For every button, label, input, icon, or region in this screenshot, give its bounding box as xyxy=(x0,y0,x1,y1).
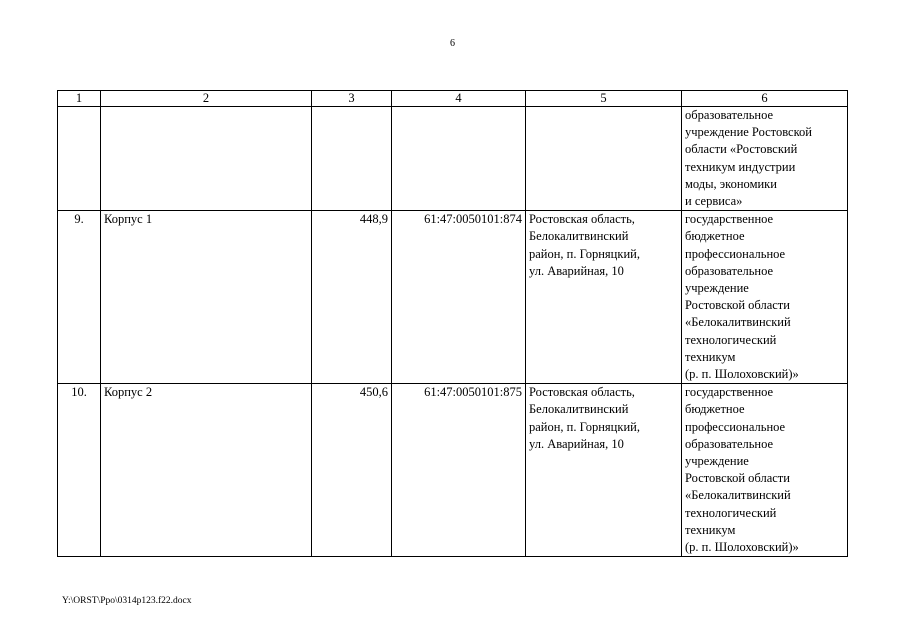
column-header-3: 3 xyxy=(312,91,392,107)
table-row xyxy=(58,211,848,384)
cell-holder: государственное бюджетное профессиональное образовательное учреждение Ростовской области «Белокалитвинский технологический техникум (р. п. Шолоховский)» xyxy=(682,211,848,384)
column-header-1: 1 xyxy=(58,91,101,107)
footer-file-path: Y:\ORST\Ppo\0314p123.f22.docx xyxy=(62,596,192,606)
cell-area: 450,6 xyxy=(312,384,392,557)
table-row-continuation xyxy=(58,107,848,211)
cell-cadastral-number xyxy=(392,107,526,211)
column-header-4: 4 xyxy=(392,91,526,107)
column-header-6: 6 xyxy=(682,91,848,107)
table-row xyxy=(58,384,848,557)
cell-name: Корпус 2 xyxy=(101,384,312,557)
cell-area xyxy=(312,107,392,211)
cell-cadastral-number: 61:47:0050101:874 xyxy=(392,211,526,384)
cell-name: Корпус 1 xyxy=(101,211,312,384)
cell-number: 10. xyxy=(58,384,101,557)
column-header-2: 2 xyxy=(101,91,312,107)
cell-cadastral-number: 61:47:0050101:875 xyxy=(392,384,526,557)
table-header-row xyxy=(58,91,848,107)
cell-number: 9. xyxy=(58,211,101,384)
page-number: 6 xyxy=(450,38,455,49)
cell-holder: образовательное учреждение Ростовской области «Ростовский техникум индустрии моды, экономики и сервиса» xyxy=(682,107,848,211)
cell-area: 448,9 xyxy=(312,211,392,384)
column-header-5: 5 xyxy=(526,91,682,107)
cell-name xyxy=(101,107,312,211)
cell-address: Ростовская область, Белокалитвинский район, п. Горняцкий, ул. Аварийная, 10 xyxy=(526,384,682,557)
property-registry-table xyxy=(57,90,848,557)
cell-address xyxy=(526,107,682,211)
cell-number xyxy=(58,107,101,211)
cell-address: Ростовская область, Белокалитвинский район, п. Горняцкий, ул. Аварийная, 10 xyxy=(526,211,682,384)
cell-holder: государственное бюджетное профессиональное образовательное учреждение Ростовской области «Белокалитвинский технологический техникум (р. п. Шолоховский)» xyxy=(682,384,848,557)
